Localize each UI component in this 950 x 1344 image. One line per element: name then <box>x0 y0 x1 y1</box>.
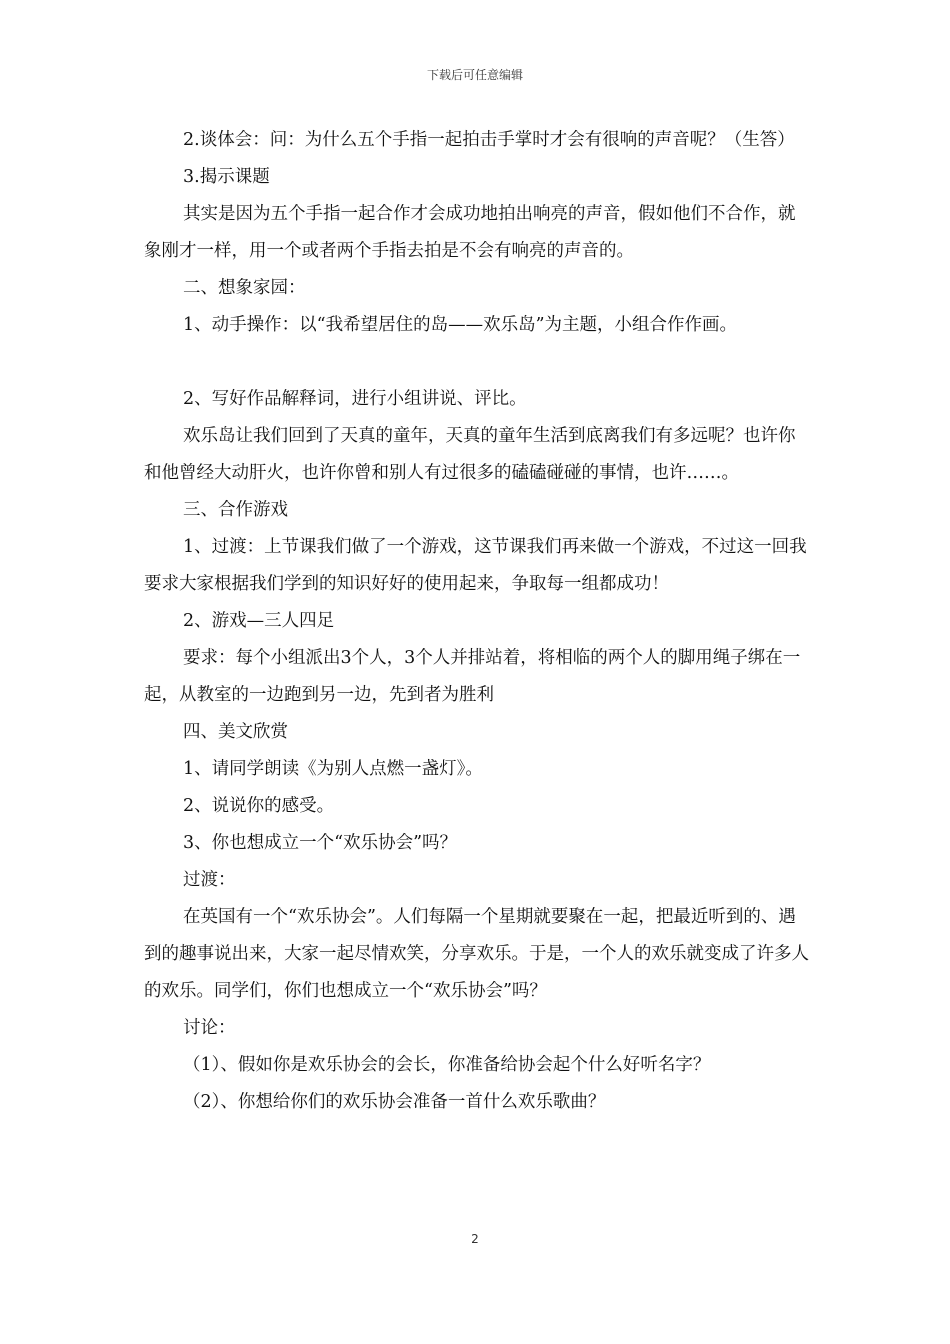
paragraph-happy-association: 3、你也想成立一个“欢乐协会”吗？ <box>183 833 458 853</box>
paragraph-game-name: 2、游戏—三人四足 <box>183 611 335 631</box>
section-heading-cooperative-game: 三、合作游戏 <box>183 500 288 520</box>
paragraph-question-1: （1）、假如你是欢乐协会的会长，你准备给协会起个什么好听名字？ <box>183 1055 711 1075</box>
page-header: 下载后可任意编辑 <box>426 68 523 82</box>
paragraph-hands-on: 1、动手操作：以“我希望居住的岛——欢乐岛”为主题，小组合作作画。 <box>183 315 738 335</box>
paragraph-happy-island: 欢乐岛让我们回到了天真的童年，天真的童年生活到底离我们有多远呢？也许你和他曾经大动肝火，也许你曾和别人有过很多的磕磕碰碰的事情，也许……。 <box>144 426 796 483</box>
paragraph-requirements: 要求：每个小组派出3个人，3个人并排站着，将相临的两个人的脚用绳子绑在一起，从教室的一边跑到另一边，先到者为胜利 <box>144 648 801 705</box>
paragraph-transition-label: 过渡： <box>183 870 236 890</box>
page-number: 2 <box>471 1232 479 1246</box>
paragraph-transition: 1、过渡：上节课我们做了一个游戏，这节课我们再来做一个游戏，不过这一回我要求大家根据我们学到的知识好好的使用起来，争取每一组都成功！ <box>144 537 807 594</box>
document-body <box>144 122 809 1121</box>
paragraph-feelings: 2、说说你的感受。 <box>183 796 335 816</box>
paragraph-discussion-label: 讨论： <box>183 1018 236 1038</box>
paragraph-question-2: （2）、你想给你们的欢乐协会准备一首什么欢乐歌曲？ <box>183 1092 606 1112</box>
paragraph-read-aloud: 1、请同学朗读《为别人点燃一盏灯》。 <box>183 759 483 779</box>
paragraph-explanation: 其实是因为五个手指一起合作才会成功地拍出响亮的声音，假如他们不合作，就象刚才一样，用一个或者两个手指去拍是不会有响亮的声音的。 <box>144 204 796 261</box>
paragraph-discussion: 2.谈体会：问：为什么五个手指一起拍击手掌时才会有很响的声音呢？（生答） <box>183 130 795 150</box>
paragraph-write-caption: 2、写好作品解释词，进行小组讲说、评比。 <box>183 389 527 409</box>
section-heading-imagine-home: 二、想象家园： <box>183 278 306 298</box>
section-heading-appreciation: 四、美文欣赏 <box>183 722 288 742</box>
paragraph-reveal-topic: 3.揭示课题 <box>183 167 270 187</box>
paragraph-england-story: 在英国有一个“欢乐协会”。人们每隔一个星期就要聚在一起，把最近听到的、遇到的趣事说出来，大家一起尽情欢笑，分享欢乐。于是，一个人的欢乐就变成了许多人的欢乐。同学们，你们也想成立一个“欢乐协会”吗？ <box>144 907 809 1001</box>
blank-line <box>144 344 809 381</box>
